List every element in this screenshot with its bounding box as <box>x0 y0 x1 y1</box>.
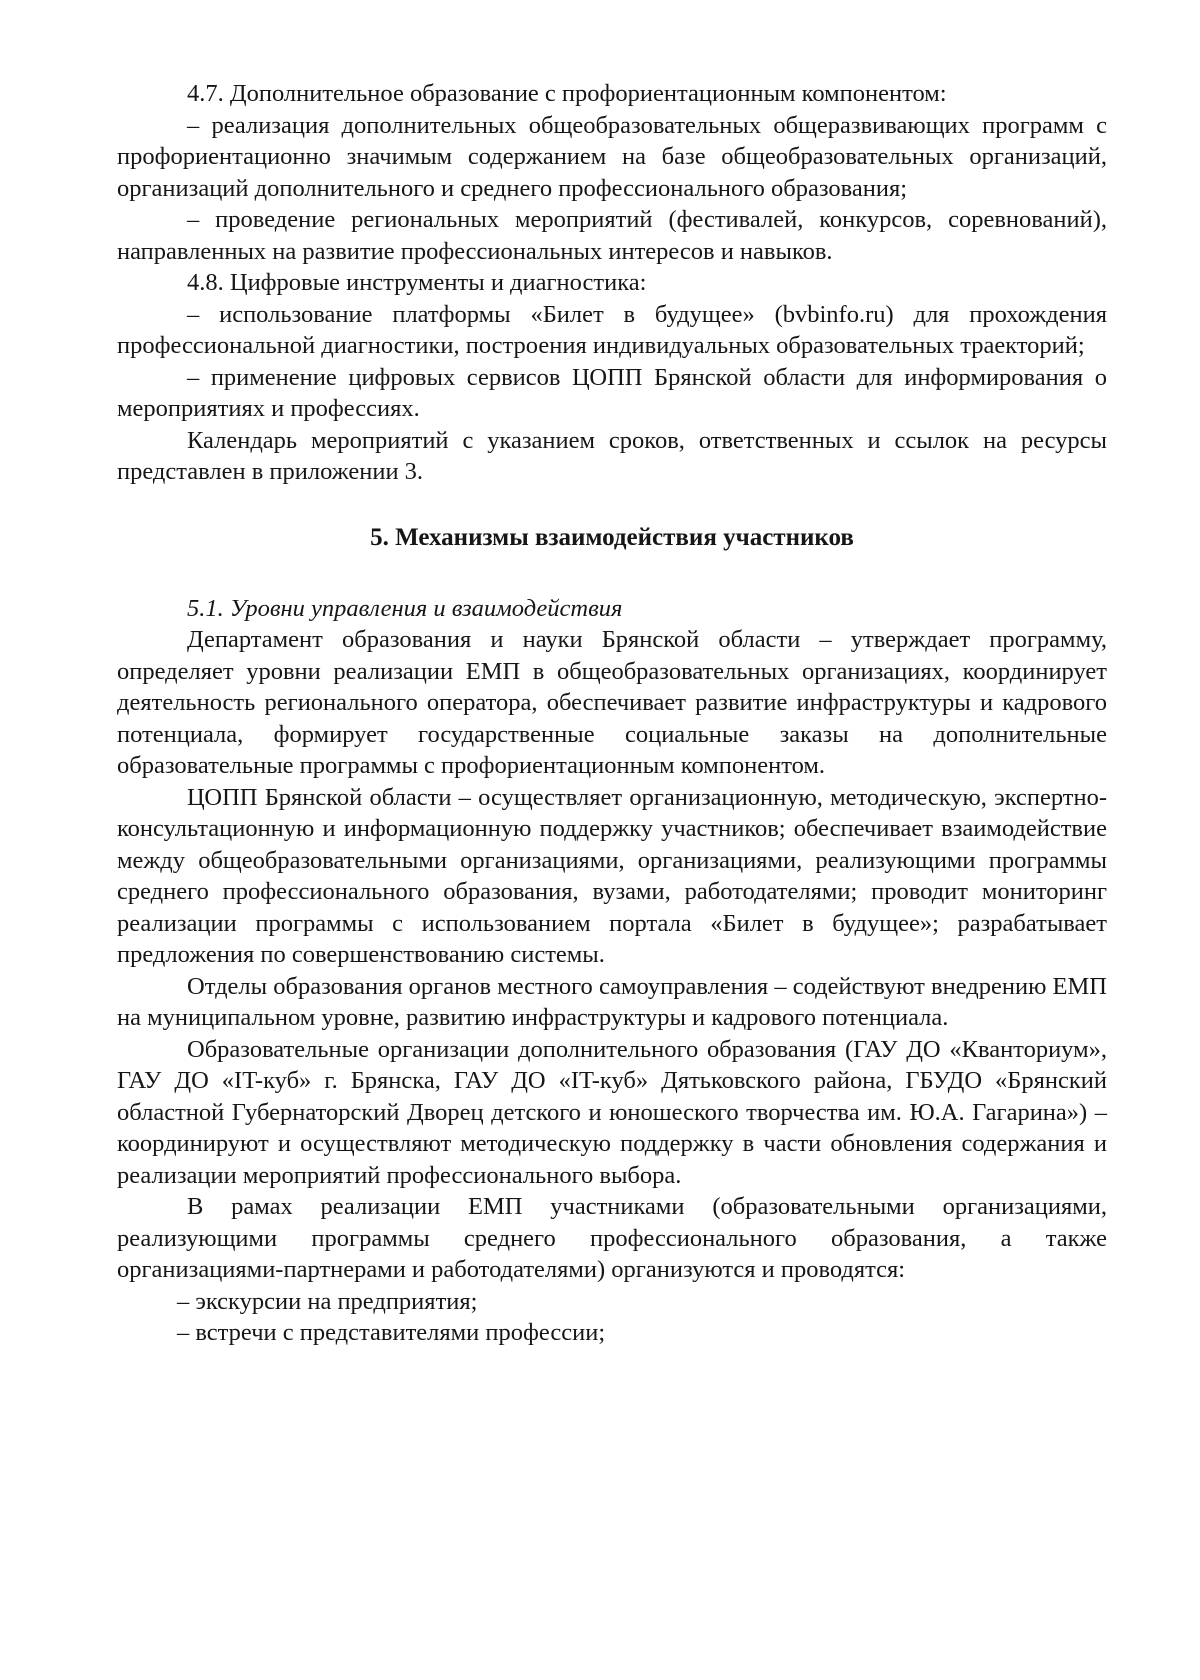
section-4-7-item: – реализация дополнительных общеобразовательных общеразвивающих программ с профориентационно значимым содержанием на базе общеобразовательных организаций, организаций дополнительного и среднего профессионального образования; <box>117 111 1107 202</box>
section-4-8-heading: 4.8. Цифровые инструменты и диагностика: <box>187 269 647 296</box>
paragraph-emp-participants: В рамах реализации ЕМП участниками (образовательными организациями, реализующими программы среднего профессионального образования, а также организациями-партнерами и работодателями) организуются и проводятся: <box>117 1193 1107 1283</box>
paragraph-department: Департамент образования и науки Брянской области – утверждает программу, определяет уровни реализации ЕМП в общеобразовательных организациях, координирует деятельность регионального оператора, обеспечивает развитие инфраструктуры и кадрового потенциала, формирует государственные социальные заказы на дополнительные образовательные программы с профориентационным компонентом. <box>117 626 1107 779</box>
section-4-7-item: – проведение региональных мероприятий (фестивалей, конкурсов, соревнований), направленных на развитие профессиональных интересов и навыков. <box>117 206 1107 265</box>
section-4-8-item: – применение цифровых сервисов ЦОПП Брянской области для информирования о мероприятиях и профессиях. <box>117 363 1107 422</box>
section-5-1-subheading: 5.1. Уровни управления и взаимодействия <box>187 594 623 622</box>
section-4-7-heading: 4.7. Дополнительное образование с профориентационным компонентом: <box>187 80 947 107</box>
section-4-8-item: – использование платформы «Билет в будущее» (bvbinfo.ru) для прохождения профессиональной диагностики, построения индивидуальных образовательных траекторий; <box>117 300 1107 359</box>
document-body <box>117 78 1107 1349</box>
calendar-note: Календарь мероприятий с указанием сроков, ответственных и ссылок на ресурсы представлен в приложении 3. <box>117 426 1107 485</box>
paragraph-copp: ЦОПП Брянской области – осуществляет организационную, методическую, экспертно-консультационную и информационную поддержку участников; обеспечивает взаимодействие между общеобразовательными организациями, организациями, реализующими программы среднего профессионального образования, вузами, работодателями; проводит мониторинг реализации программы с использованием портала «Билет в будущее»; разрабатывает предложения по совершенствованию системы. <box>117 783 1107 968</box>
list-item: – встречи с представителями профессии; <box>177 1319 606 1346</box>
list-item: – экскурсии на предприятия; <box>177 1287 478 1315</box>
paragraph-additional-education-orgs: Образовательные организации дополнительного образования (ГАУ ДО «Кванториум», ГАУ ДО «IT-куб» г. Брянска, ГАУ ДО «IT-куб» Дятьковского района, ГБУДО «Брянский областной Губернаторский Дворец детского и юношеского творчества им. Ю.А. Гагарина») – координируют и осуществляют методическую поддержку в части обновления содержания и реализации мероприятий профессионального выбора. <box>117 1035 1107 1189</box>
section-5-title: 5. Механизмы взаимодействия участников <box>370 523 854 551</box>
paragraph-local-departments: Отделы образования органов местного самоуправления – содействуют внедрению ЕМП на муниципальном уровне, развитию инфраструктуры и кадрового потенциала. <box>117 972 1107 1031</box>
